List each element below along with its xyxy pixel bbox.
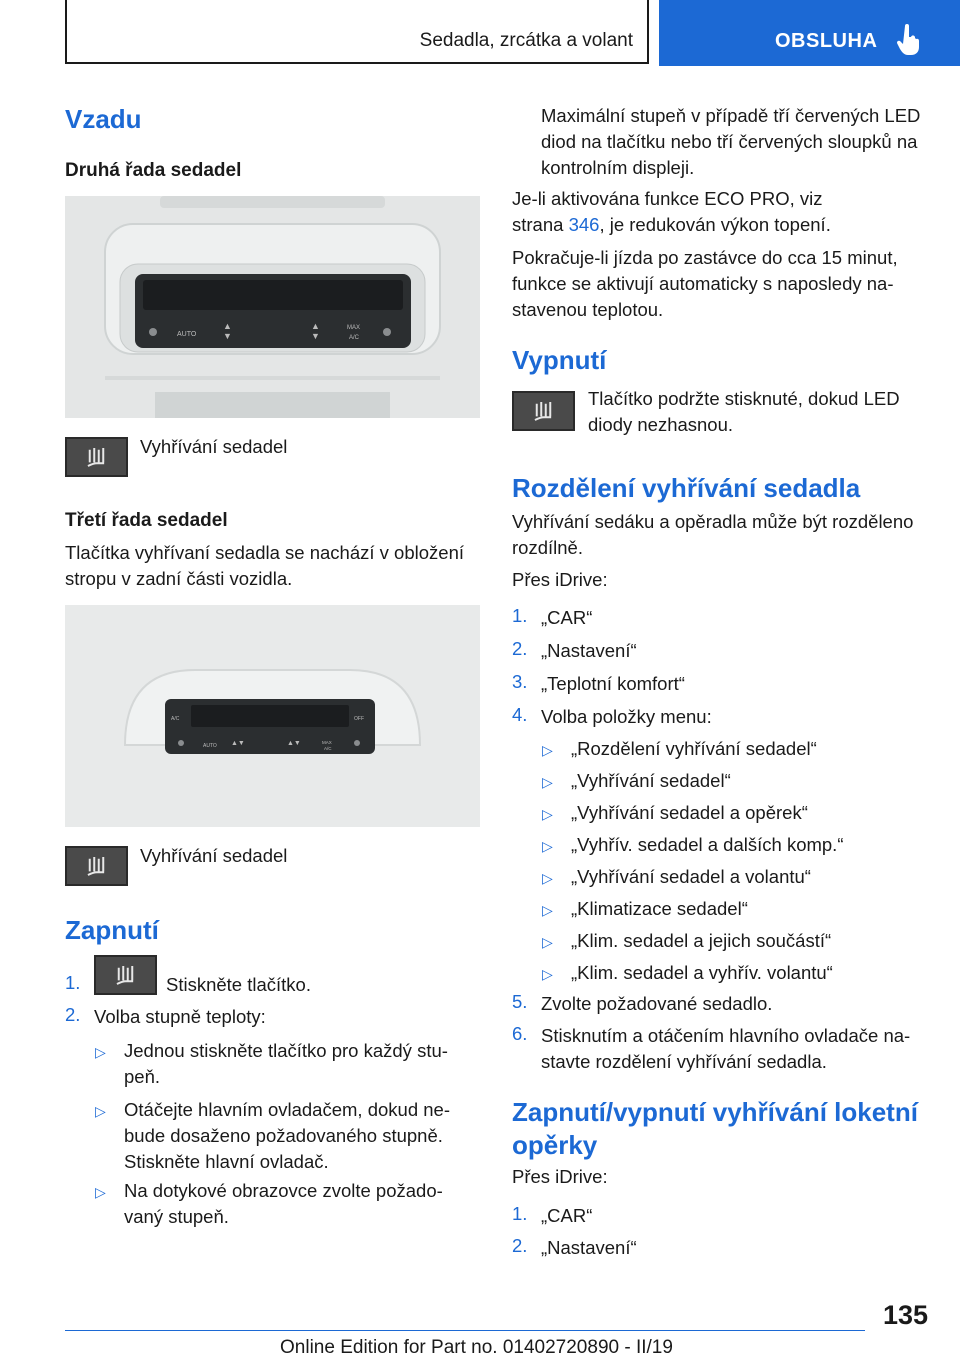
- step-number: 6.: [512, 1023, 528, 1044]
- continue-text: Pokračuje-li jízda po zastávce do cca 15 minut, funkce se aktivují automaticky s naposledy na-stavenou teplotou.: [512, 247, 898, 320]
- svg-text:A/C: A/C: [349, 335, 360, 341]
- max-level-text: Maximální stupeň v případě tří červených LED diod na tlačítku nebo tří červených sloupků na kontrolním displeji.: [541, 105, 921, 178]
- bullet-triangle-icon: ▷: [95, 1184, 106, 1200]
- menu-item: „Klimatizace sedadel“: [571, 898, 748, 919]
- bullet-triangle-icon: ▷: [542, 934, 553, 950]
- section-title: Sedadla, zrcátka a volant: [419, 30, 633, 51]
- bullet-triangle-icon: ▷: [542, 870, 553, 886]
- step-text: „CAR“: [541, 1205, 593, 1226]
- header-section-box: [65, 0, 649, 64]
- step-text: Zvolte požadované sedadlo.: [541, 993, 773, 1014]
- page-number: 135: [883, 1300, 929, 1330]
- svg-text:A/C: A/C: [324, 746, 332, 751]
- svg-text:A/C: A/C: [171, 716, 180, 722]
- heading-rozdeleni: Rozdělení vyhřívání sedadla: [512, 473, 861, 503]
- step-text: Volba stupně teploty:: [94, 1006, 266, 1027]
- bullet-text: Otáčejte hlavním ovladačem, dokud ne- bude dosaženo požadovaného stupně. Stiskněte hlavní ovladač.: [124, 1099, 450, 1172]
- svg-text:▲▼: ▲▼: [231, 740, 245, 747]
- seat-heating-icon: [65, 846, 128, 886]
- subheading-third-row: Třetí řada sedadel: [65, 510, 228, 531]
- svg-text:MAX: MAX: [347, 325, 361, 331]
- eco-pro-text-line2: strana 346, je redukován výkon topení.: [512, 214, 831, 235]
- step-text: „Nastavení“: [541, 640, 637, 661]
- step-number: 5.: [512, 991, 528, 1012]
- subheading-second-row: Druhá řada sedadel: [65, 160, 242, 181]
- step-text: „Nastavení“: [541, 1237, 637, 1258]
- hand-pointer-icon: [896, 24, 920, 56]
- caption-seat-heating-1: Vyhřívání sedadel: [140, 436, 288, 457]
- bullet-triangle-icon: ▷: [542, 806, 553, 822]
- menu-item: „Vyhřívání sedadel a opěrek“: [571, 802, 808, 823]
- bullet-text: Na dotykové obrazovce zvolte požado- vaný stupeň.: [124, 1180, 443, 1227]
- seat-heating-button-icon: [94, 955, 157, 995]
- bullet-triangle-icon: ▷: [542, 902, 553, 918]
- chapter-tab-label: OBSLUHA: [775, 30, 878, 52]
- svg-text:AUTO: AUTO: [177, 331, 197, 338]
- menu-item: „Vyhřív. sedadel a dalších komp.“: [571, 834, 844, 855]
- step-text: „Teplotní komfort“: [541, 673, 685, 694]
- svg-text:▲: ▲: [311, 321, 320, 331]
- caption-seat-heating-2: Vyhřívání sedadel: [140, 845, 288, 866]
- menu-item: „Vyhřívání sedadel“: [571, 770, 731, 791]
- third-row-text: Tlačítka vyhřívaní sedadla se nachází v obložení stropu v zadní části vozidla.: [65, 542, 464, 589]
- bullet-triangle-icon: ▷: [542, 838, 553, 854]
- vypnuti-text: Tlačítko podržte stisknuté, dokud LED diody nezhasnou.: [588, 388, 900, 435]
- menu-item: „Rozdělení vyhřívání sedadel“: [571, 738, 817, 759]
- svg-text:▼: ▼: [223, 331, 232, 341]
- svg-text:AUTO: AUTO: [203, 743, 217, 749]
- bullet-triangle-icon: ▷: [95, 1044, 106, 1060]
- eco-pro-text-line1: Je-li aktivována funkce ECO PRO, viz: [512, 188, 823, 209]
- menu-item: „Klim. sedadel a vyhřív. volantu“: [571, 962, 833, 983]
- bullet-triangle-icon: ▷: [95, 1103, 106, 1119]
- bullet-triangle-icon: ▷: [542, 774, 553, 790]
- step-number: 2.: [65, 1004, 81, 1025]
- svg-text:▲▼: ▲▼: [287, 740, 301, 747]
- seat-heating-icon: [65, 437, 128, 477]
- svg-text:▲: ▲: [223, 321, 232, 331]
- seat-heating-icon: [512, 391, 575, 431]
- via-idrive-label: Přes iDrive:: [512, 569, 608, 590]
- step-text: Volba položky menu:: [541, 706, 712, 727]
- bullet-triangle-icon: ▷: [542, 966, 553, 982]
- heading-vypnuti: Vypnutí: [512, 345, 607, 375]
- svg-text:▼: ▼: [311, 331, 320, 341]
- page-link-346[interactable]: 346: [568, 214, 600, 235]
- menu-item: „Vyhřívání sedadel a volantu“: [571, 866, 811, 887]
- step-number: 2.: [512, 1235, 528, 1256]
- third-row-climate-panel-photo: [65, 605, 480, 827]
- svg-text:OFF: OFF: [354, 716, 364, 722]
- step-number: 1.: [512, 605, 528, 626]
- heading-zapnuti: Zapnutí: [65, 915, 159, 945]
- heading-vzadu: Vzadu: [65, 104, 142, 134]
- bullet-text: Jednou stiskněte tlačítko pro každý stu- peň.: [124, 1040, 448, 1087]
- menu-item: „Klim. sedadel a jejich součástí“: [571, 930, 832, 951]
- second-row-climate-panel-photo: [65, 196, 480, 418]
- step-text: „CAR“: [541, 607, 593, 628]
- step-number: 2.: [512, 638, 528, 659]
- svg-text:MAX: MAX: [322, 740, 332, 745]
- bullet-triangle-icon: ▷: [542, 742, 553, 758]
- step-number: 1.: [65, 972, 81, 993]
- step-text: Stiskněte tlačítko.: [166, 974, 311, 995]
- step-number: 3.: [512, 671, 528, 692]
- step-number: 1.: [512, 1203, 528, 1224]
- step-number: 4.: [512, 704, 528, 725]
- via-idrive-label: Přes iDrive:: [512, 1166, 608, 1187]
- heading-armrest-heating: Zapnutí/vypnutí vyhřívání loketní opěrky: [512, 1097, 918, 1160]
- rozdeleni-text: Vyhřívání sedáku a opěradla může být rozděleno rozdílně.: [512, 511, 914, 558]
- chapter-tab[interactable]: [659, 0, 960, 66]
- footer-divider: [65, 1330, 865, 1331]
- step-text: Stisknutím a otáčením hlavního ovladače na- stavte rozdělení vyhřívání sedadla.: [541, 1025, 911, 1072]
- footer-edition: Online Edition for Part no. 01402720890 - II/19: [280, 1337, 673, 1358]
